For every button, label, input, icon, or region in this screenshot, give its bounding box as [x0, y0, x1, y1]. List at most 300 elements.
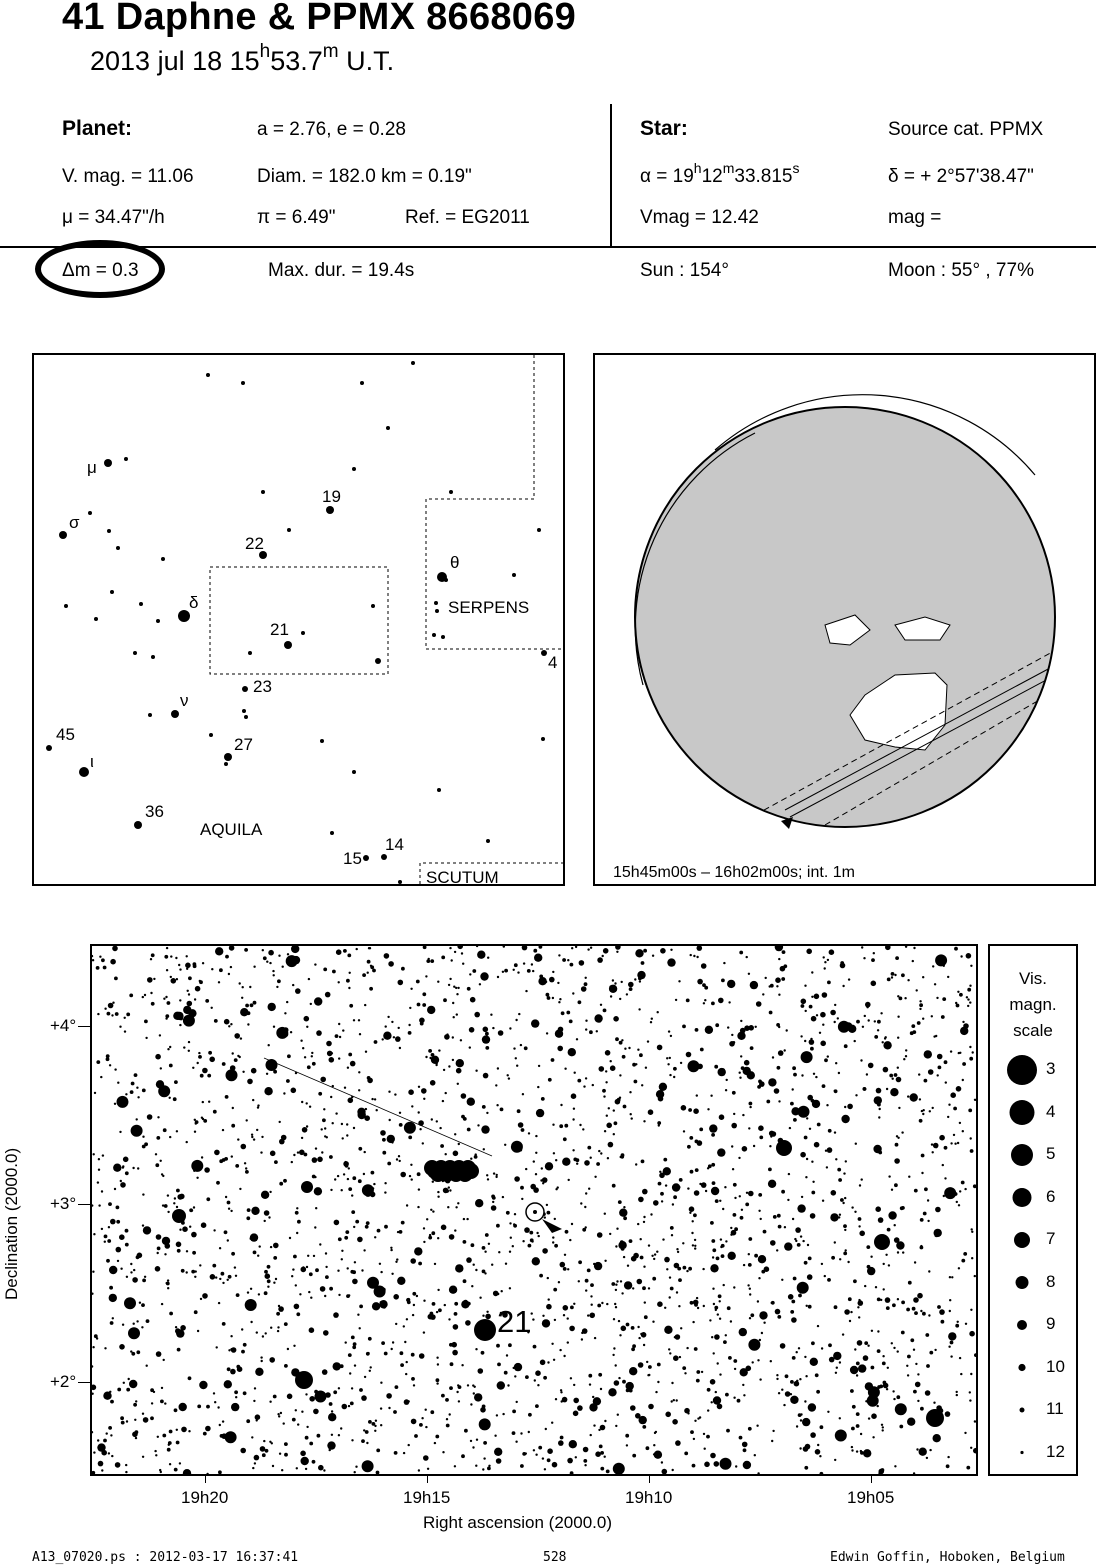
field-star	[956, 1086, 962, 1092]
field-star	[596, 1030, 598, 1032]
field-star	[871, 958, 875, 962]
field-star	[254, 1387, 256, 1389]
field-star	[161, 1173, 163, 1175]
field-star	[615, 1284, 617, 1286]
finder-svg	[34, 355, 563, 884]
scale-mag-label: 12	[1046, 1441, 1065, 1461]
field-star	[423, 1241, 425, 1243]
field-star	[457, 987, 459, 989]
field-star	[457, 1083, 459, 1085]
field-star	[296, 1232, 298, 1234]
field-star	[949, 1310, 951, 1312]
field-star	[491, 1264, 493, 1266]
field-star	[557, 1046, 563, 1052]
field-star	[718, 1294, 722, 1298]
field-star	[950, 1092, 956, 1098]
field-star	[359, 1305, 363, 1309]
field-star	[647, 1040, 649, 1042]
field-star	[669, 1074, 671, 1076]
field-star	[749, 1317, 751, 1319]
field-star	[116, 1247, 122, 1253]
field-star	[151, 953, 155, 957]
field-star	[719, 1114, 725, 1120]
field-star	[648, 1404, 654, 1410]
field-star	[456, 1013, 458, 1015]
field-star	[268, 950, 274, 956]
field-star	[449, 1386, 453, 1390]
field-star	[115, 1012, 119, 1016]
finder-star	[486, 839, 490, 843]
field-star	[874, 1096, 882, 1104]
field-star	[136, 1350, 140, 1354]
field-star	[153, 978, 155, 980]
field-star	[104, 1241, 106, 1243]
field-star	[279, 1453, 281, 1455]
field-star	[581, 1332, 583, 1334]
planet-reference: Ref. = EG2011	[405, 207, 530, 228]
field-star	[189, 1208, 193, 1212]
field-star	[102, 1154, 104, 1156]
field-star	[758, 1193, 762, 1197]
field-star	[778, 1225, 782, 1229]
field-star	[703, 1305, 705, 1307]
field-star	[622, 1055, 626, 1059]
finder-star	[151, 655, 155, 659]
field-star	[380, 1382, 382, 1384]
field-star	[188, 976, 192, 980]
field-star	[340, 1427, 342, 1429]
field-star	[411, 1419, 417, 1425]
field-star	[929, 1351, 933, 1355]
field-star	[629, 987, 633, 991]
field-star	[786, 1029, 788, 1031]
field-star	[354, 1471, 356, 1473]
field-star	[496, 1224, 500, 1228]
field-star	[346, 1294, 350, 1298]
field-star	[282, 966, 284, 968]
field-star	[573, 1108, 575, 1110]
field-star	[815, 1449, 821, 1455]
field-star	[811, 996, 813, 998]
field-star	[603, 1009, 607, 1013]
field-star	[597, 1304, 601, 1308]
field-star	[583, 1459, 587, 1463]
field-star	[835, 1158, 837, 1160]
field-star	[571, 1223, 573, 1225]
field-star	[657, 1121, 661, 1125]
field-star	[569, 1020, 573, 1024]
field-star	[216, 1346, 218, 1348]
field-star	[220, 1434, 224, 1438]
scale-dot	[1014, 1232, 1030, 1248]
field-star	[292, 1418, 296, 1422]
field-star	[548, 1078, 552, 1082]
field-star	[817, 1325, 819, 1327]
field-star	[605, 1070, 607, 1072]
field-star	[680, 1327, 682, 1329]
field-star	[570, 1377, 572, 1379]
field-star	[725, 1089, 727, 1091]
field-star	[482, 1246, 486, 1250]
field-star	[904, 997, 906, 999]
field-star	[665, 1184, 667, 1186]
field-star	[956, 1201, 958, 1203]
field-star	[733, 1183, 737, 1187]
field-star	[187, 1001, 193, 1007]
field-star	[892, 1078, 894, 1080]
field-star	[241, 1328, 243, 1330]
field-star	[672, 1469, 674, 1471]
field-star	[301, 1457, 309, 1465]
field-star	[694, 1245, 696, 1247]
field-star	[929, 1449, 931, 1451]
star-vmag: Vmag = 12.42	[640, 207, 759, 228]
field-star	[768, 1180, 776, 1188]
field-star	[620, 1280, 622, 1282]
field-star	[917, 1400, 919, 1402]
field-star	[134, 1419, 136, 1421]
field-star	[216, 1181, 220, 1185]
scale-mag-label: 8	[1046, 1271, 1056, 1291]
field-star	[107, 1012, 111, 1016]
field-star	[567, 1341, 569, 1343]
field-star	[925, 1390, 931, 1396]
field-star	[694, 1420, 696, 1422]
field-star	[534, 954, 542, 962]
field-star	[246, 1419, 250, 1423]
field-star	[116, 1220, 120, 1224]
field-star	[935, 954, 947, 966]
field-star	[268, 1216, 270, 1218]
field-star	[606, 1303, 608, 1305]
field-star	[642, 1286, 646, 1290]
field-star	[193, 964, 197, 968]
planet-parallax: π = 6.49"	[257, 207, 336, 228]
field-star	[723, 962, 725, 964]
field-star	[673, 1355, 679, 1361]
field-star	[923, 1212, 927, 1216]
field-star	[811, 1016, 817, 1022]
field-star	[324, 1127, 326, 1129]
field-star	[359, 1327, 361, 1329]
field-star	[673, 1195, 677, 1199]
field-star	[891, 1189, 893, 1191]
field-star	[330, 1189, 332, 1191]
field-star	[324, 1295, 326, 1297]
field-star	[188, 1376, 192, 1380]
field-star	[176, 1189, 180, 1193]
field-star	[169, 1430, 173, 1434]
field-star	[255, 1368, 263, 1376]
field-star	[108, 1426, 112, 1430]
field-star	[692, 1220, 694, 1222]
field-star	[584, 1160, 590, 1166]
field-star	[273, 1243, 279, 1249]
field-star	[382, 1138, 386, 1142]
field-star	[617, 1414, 619, 1416]
field-star	[260, 1356, 262, 1358]
field-star	[835, 1430, 847, 1442]
field-star	[693, 1213, 697, 1217]
scale-dot	[1013, 1188, 1032, 1207]
field-star	[115, 1462, 121, 1468]
field-star	[825, 1150, 827, 1152]
field-star	[295, 988, 301, 994]
field-star	[643, 1221, 645, 1223]
field-star	[256, 1129, 258, 1131]
field-star	[598, 1150, 600, 1152]
field-star	[436, 1378, 440, 1382]
field-star	[155, 1163, 159, 1167]
field-star	[897, 1067, 899, 1069]
field-star	[679, 1178, 683, 1182]
field-star	[388, 1407, 390, 1409]
field-star	[266, 961, 268, 963]
field-star	[541, 1167, 543, 1169]
field-star	[425, 975, 427, 977]
field-star	[743, 1448, 747, 1452]
field-star	[109, 1064, 111, 1066]
finder-star	[512, 573, 516, 577]
field-star	[967, 998, 969, 1000]
field-star	[425, 1409, 427, 1411]
field-star	[811, 1433, 813, 1435]
field-star	[644, 1315, 648, 1319]
field-star	[957, 1142, 959, 1144]
field-star	[808, 1257, 812, 1261]
field-star	[821, 1263, 823, 1265]
field-star	[219, 968, 223, 972]
field-star	[155, 1054, 161, 1060]
field-star	[799, 1447, 801, 1449]
field-star	[436, 1357, 438, 1359]
field-star	[491, 1205, 497, 1211]
scale-title-line: magn.	[1009, 995, 1057, 1014]
field-star	[370, 1366, 372, 1368]
field-star	[374, 1430, 376, 1432]
field-star	[176, 1242, 182, 1248]
field-star	[648, 1365, 652, 1369]
field-star	[222, 1129, 224, 1131]
field-star	[827, 959, 829, 961]
field-star	[231, 1124, 235, 1128]
field-star	[860, 1059, 862, 1061]
field-star	[648, 1287, 650, 1289]
field-star	[106, 1259, 110, 1263]
field-star	[329, 1287, 333, 1291]
field-star	[887, 1228, 891, 1232]
field-star	[146, 1365, 148, 1367]
field-star	[967, 1005, 969, 1007]
field-star	[844, 1197, 846, 1199]
field-star	[712, 1248, 716, 1252]
field-star	[902, 1251, 904, 1253]
field-star	[195, 1122, 197, 1124]
scale-dot	[1017, 1320, 1027, 1330]
field-star	[325, 992, 331, 998]
field-star	[274, 1160, 278, 1164]
field-star	[816, 1390, 820, 1394]
field-star	[658, 1182, 662, 1186]
field-star	[587, 1146, 591, 1150]
field-star	[583, 1085, 585, 1087]
field-star	[253, 966, 255, 968]
field-star	[944, 1146, 948, 1150]
field-star	[528, 1244, 532, 1248]
field-star	[484, 1272, 486, 1274]
field-star	[222, 1420, 224, 1422]
field-star	[308, 1291, 310, 1293]
field-star	[593, 1424, 595, 1426]
field-star	[896, 1077, 902, 1083]
field-star	[119, 1026, 121, 1028]
scale-svg	[990, 946, 1076, 1474]
field-star	[969, 1331, 975, 1337]
field-star	[179, 1403, 187, 1411]
field-star	[467, 1384, 469, 1386]
field-star	[232, 1107, 234, 1109]
field-star	[210, 1274, 216, 1280]
field-star	[247, 1291, 249, 1293]
field-star	[847, 1261, 849, 1263]
starchart-svg	[92, 946, 976, 1474]
field-star	[597, 957, 603, 963]
field-star	[845, 1160, 847, 1162]
field-star	[750, 1313, 754, 1317]
field-star	[403, 1452, 405, 1454]
field-star	[390, 1247, 392, 1249]
field-star	[657, 1301, 663, 1307]
field-star	[357, 1237, 363, 1243]
field-star	[311, 1055, 313, 1057]
field-star	[871, 1330, 873, 1332]
field-star	[954, 1192, 958, 1196]
field-star	[555, 1188, 557, 1190]
field-star	[249, 986, 251, 988]
field-star	[467, 1302, 471, 1306]
field-star	[953, 1134, 955, 1136]
field-star	[707, 1409, 709, 1411]
field-star	[173, 1202, 175, 1204]
field-star	[295, 1284, 297, 1286]
field-star	[719, 1300, 721, 1302]
field-star	[689, 1212, 691, 1214]
field-star	[788, 1294, 794, 1300]
field-star	[656, 1251, 658, 1253]
field-star	[496, 1344, 500, 1348]
field-star	[372, 1422, 376, 1426]
field-star	[686, 999, 690, 1003]
finder-star	[244, 715, 248, 719]
field-star	[135, 1400, 137, 1402]
field-star	[914, 1261, 916, 1263]
field-star	[672, 1419, 678, 1425]
field-star	[331, 1052, 333, 1054]
field-star	[746, 1366, 752, 1372]
field-star	[913, 1390, 917, 1394]
field-star	[445, 1153, 447, 1155]
field-star	[214, 1150, 220, 1156]
field-star	[862, 1026, 864, 1028]
field-star	[589, 1030, 593, 1034]
field-star	[914, 1189, 918, 1193]
field-star	[678, 980, 680, 982]
field-star	[170, 955, 172, 957]
field-star	[720, 1238, 722, 1240]
field-star	[797, 1243, 801, 1247]
field-star	[657, 1381, 659, 1383]
field-star	[612, 1184, 616, 1188]
field-star	[479, 1418, 491, 1430]
field-star	[239, 1188, 241, 1190]
field-star	[709, 1124, 717, 1132]
field-star	[338, 1057, 340, 1059]
field-star	[776, 1378, 778, 1380]
field-star	[675, 1440, 681, 1446]
field-star	[784, 1049, 786, 1051]
field-star	[651, 1255, 653, 1257]
field-star	[604, 1213, 606, 1215]
field-star	[458, 1400, 460, 1402]
field-star	[234, 1266, 236, 1268]
field-star	[307, 1065, 311, 1069]
field-star	[165, 996, 167, 998]
field-star	[353, 1226, 355, 1228]
field-star	[334, 1178, 336, 1180]
field-star	[418, 1262, 422, 1266]
field-star	[151, 1002, 155, 1006]
field-star	[436, 1120, 438, 1122]
field-star	[894, 1183, 898, 1187]
field-star	[287, 1348, 289, 1350]
field-star	[583, 1447, 589, 1453]
field-star	[230, 1369, 236, 1375]
field-star	[421, 1417, 423, 1419]
field-star	[307, 1255, 309, 1257]
field-star	[161, 1303, 163, 1305]
field-star	[512, 1245, 514, 1247]
field-star	[894, 1465, 896, 1467]
field-star	[494, 1435, 496, 1437]
field-star	[776, 985, 778, 987]
finder-star	[64, 604, 68, 608]
field-star	[681, 1105, 687, 1111]
field-star	[915, 1382, 921, 1388]
finder-star-label: 27	[234, 735, 253, 754]
field-star	[244, 1162, 246, 1164]
finder-star-label: 36	[145, 802, 164, 821]
field-star	[237, 1055, 239, 1057]
field-star	[880, 1012, 882, 1014]
field-star	[592, 1396, 594, 1398]
field-star	[643, 949, 647, 953]
field-star	[690, 1170, 694, 1174]
field-star	[663, 1158, 667, 1162]
field-star	[475, 1199, 483, 1207]
field-star	[781, 1190, 785, 1194]
field-star	[432, 1181, 434, 1183]
field-star	[269, 1191, 271, 1193]
field-star	[857, 1306, 859, 1308]
field-star	[461, 1364, 463, 1366]
field-star	[877, 1298, 881, 1302]
field-star	[530, 1184, 536, 1190]
field-star	[712, 1256, 714, 1258]
field-star	[632, 1454, 636, 1458]
field-star	[193, 1206, 195, 1208]
field-star	[960, 955, 962, 957]
footer-author: Edwin Goffin, Hoboken, Belgium	[830, 1550, 1065, 1565]
